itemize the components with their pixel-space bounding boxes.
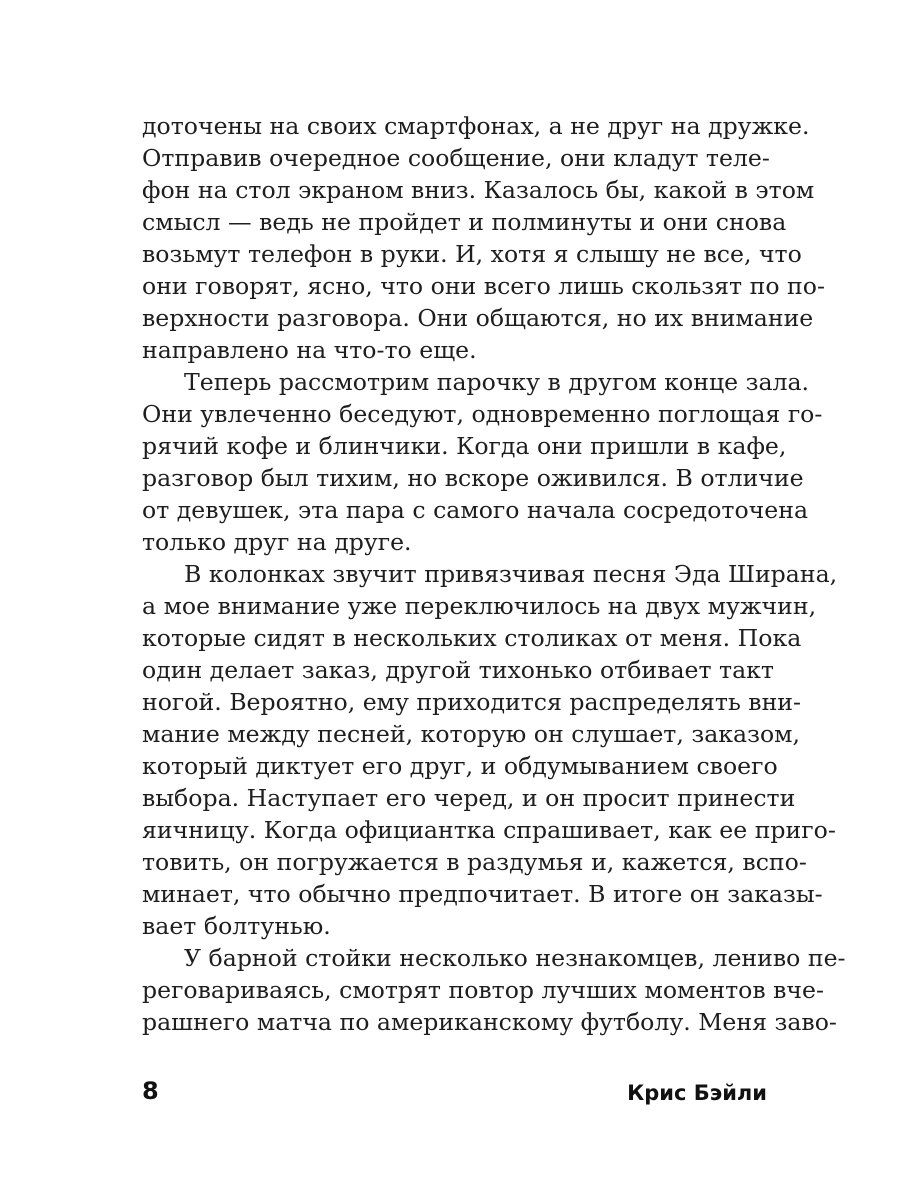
text-line: Теперь рассмотрим парочку в другом конце зала. [184, 368, 810, 396]
text-line: один делает заказ, другой тихонько отбивает такт [142, 656, 774, 684]
text-line: который диктует его друг, и обдумыванием своего [142, 752, 778, 780]
text-line: реговариваясь, смотрят повтор лучших моментов вче- [142, 976, 824, 1004]
text-line: мание между песней, которую он слушает, заказом, [142, 720, 801, 748]
text-line: минает, что обычно предпочитает. В итоге он заказы- [142, 880, 823, 908]
text-line: Они увлеченно беседуют, одновременно поглощая го- [142, 400, 823, 428]
text-line: доточены на своих смартфонах, а не друг на дружке. [142, 112, 810, 140]
text-line: разговор был тихим, но вскоре оживился. В отличие [142, 464, 804, 492]
text-line: они говорят, ясно, что они всего лишь скользят по по- [142, 272, 825, 300]
text-line: рашнего матча по американскому футболу. Меня заво- [142, 1008, 837, 1036]
text-line: В колонках звучит привязчивая песня Эда Ширана, [184, 560, 838, 588]
text-line: выбора. Наступает его черед, и он просит принести [142, 784, 796, 812]
running-footer-author: Крис Бэйли [627, 1081, 767, 1105]
text-line: Отправив очередное сообщение, они кладут теле- [142, 144, 770, 172]
text-line: верхности разговора. Они общаются, но их внимание [142, 304, 814, 332]
text-line: ногой. Вероятно, ему приходится распределять вни- [142, 688, 802, 716]
text-line: яичницу. Когда официантка спрашивает, как ее приго- [142, 816, 836, 844]
text-line: возьмут телефон в руки. И, хотя я слышу не все, что [142, 240, 802, 268]
text-line: рячий кофе и блинчики. Когда они пришли в кафе, [142, 432, 787, 460]
text-line: У барной стойки несколько незнакомцев, лениво пе- [184, 944, 846, 972]
page-number: 8 [142, 1077, 159, 1105]
text-line: только друг на друге. [142, 528, 412, 556]
text-line: товить, он погружается в раздумья и, кажется, вспо- [142, 848, 807, 876]
text-line: направлено на что-то еще. [142, 336, 477, 364]
text-line: от девушек, эта пара с самого начала сосредоточена [142, 496, 809, 524]
text-line: которые сидят в нескольких столиках от меня. Пока [142, 624, 802, 652]
text-line: вает болтунью. [142, 912, 331, 940]
text-line: смысл — ведь не пройдет и полминуты и они снова [142, 208, 787, 236]
body-text [142, 110, 846, 1038]
text-line: фон на стол экраном вниз. Казалось бы, какой в этом [142, 176, 815, 204]
text-line: а мое внимание уже переключилось на двух мужчин, [142, 592, 817, 620]
